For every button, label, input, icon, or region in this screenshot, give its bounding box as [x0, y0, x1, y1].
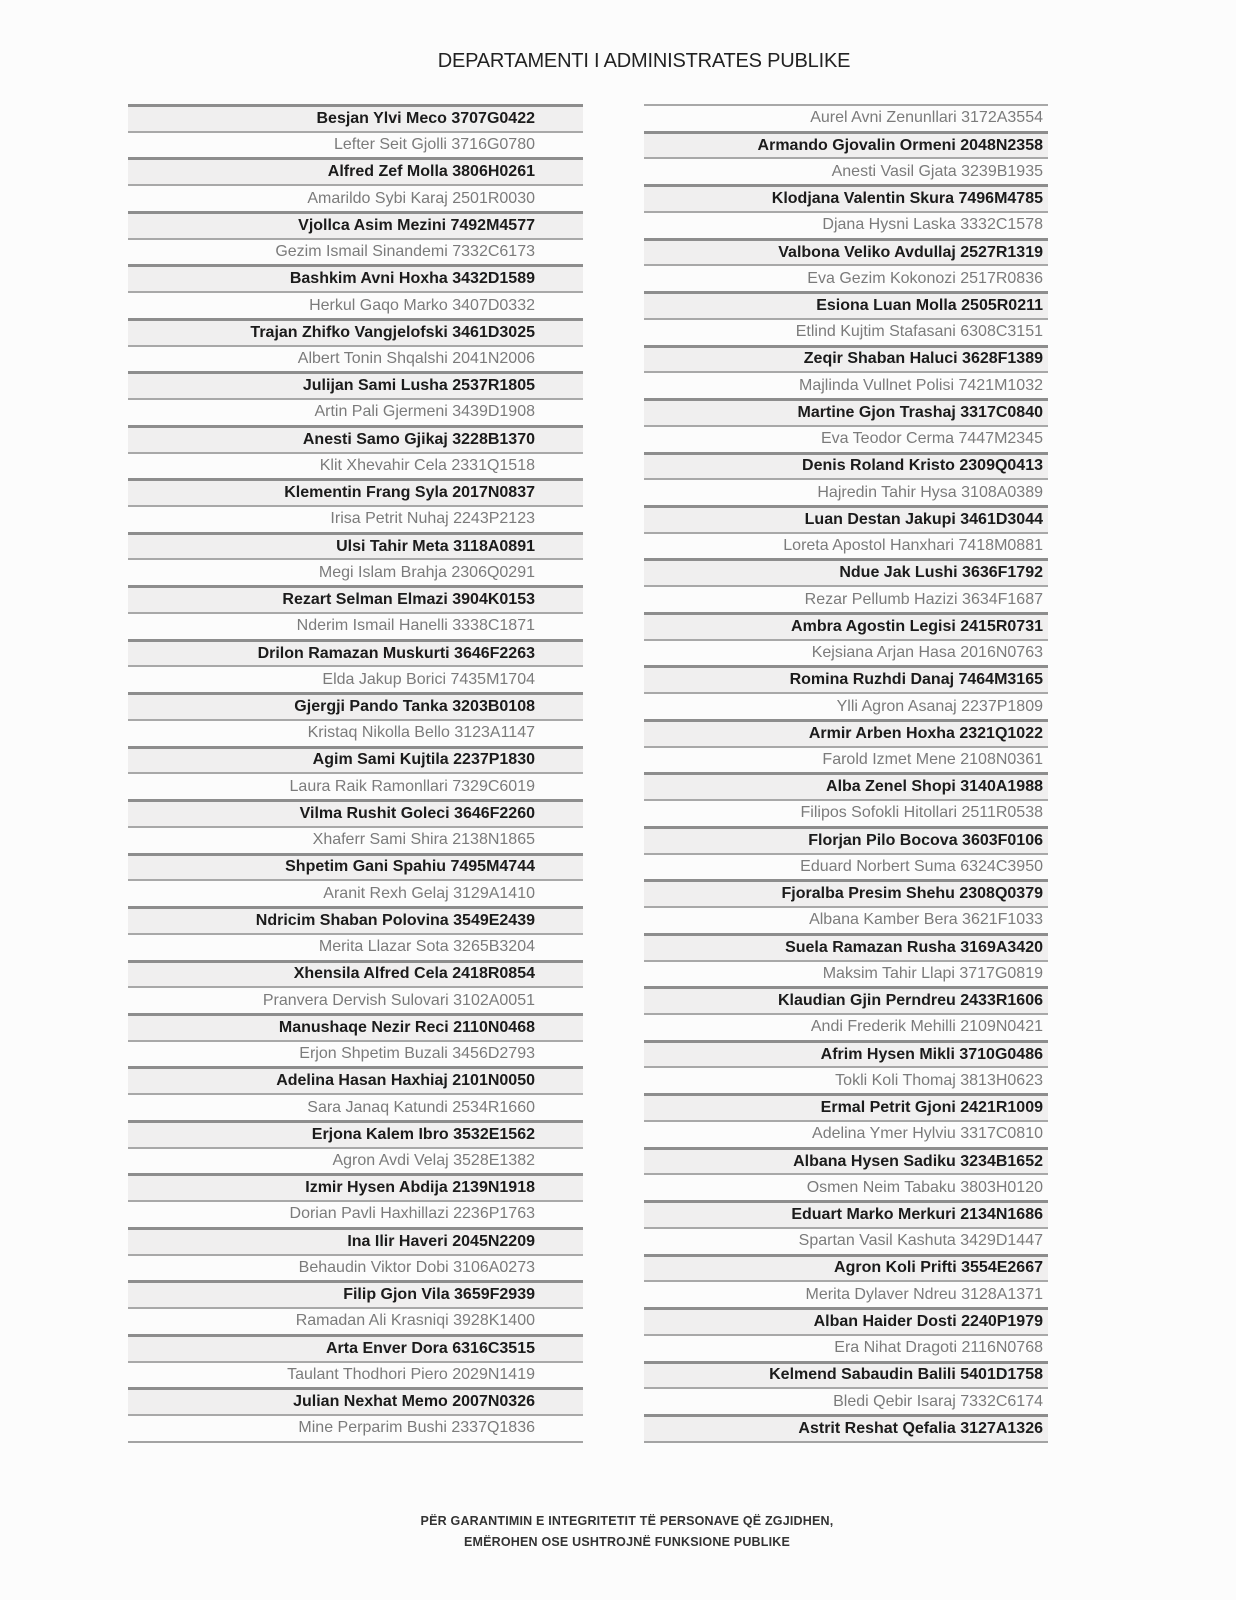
list-item: Luan Destan Jakupi 3461D3044	[644, 505, 1048, 532]
list-item: Mine Perparim Bushi 2337Q1836	[128, 1414, 583, 1441]
list-item: Izmir Hysen Abdija 2139N1918	[128, 1173, 583, 1200]
list-item: Ylli Agron Asanaj 2237P1809	[644, 692, 1048, 719]
list-item: Esiona Luan Molla 2505R0211	[644, 291, 1048, 318]
list-item: Besjan Ylvi Meco 3707G0422	[128, 104, 583, 131]
list-item: Loreta Apostol Hanxhari 7418M0881	[644, 532, 1048, 559]
list-item: Elda Jakup Borici 7435M1704	[128, 665, 583, 692]
list-item: Valbona Veliko Avdullaj 2527R1319	[644, 238, 1048, 265]
list-item: Astrit Reshat Qefalia 3127A1326	[644, 1414, 1048, 1441]
list-item: Hajredin Tahir Hysa 3108A0389	[644, 478, 1048, 505]
list-item: Rezar Pellumb Hazizi 3634F1687	[644, 585, 1048, 612]
list-item: Maksim Tahir Llapi 3717G0819	[644, 960, 1048, 987]
list-item: Spartan Vasil Kashuta 3429D1447	[644, 1227, 1048, 1254]
list-item: Ulsi Tahir Meta 3118A0891	[128, 532, 583, 559]
list-item: Armir Arben Hoxha 2321Q1022	[644, 719, 1048, 746]
list-item: Amarildo Sybi Karaj 2501R0030	[128, 184, 583, 211]
list-item: Martine Gjon Trashaj 3317C0840	[644, 398, 1048, 425]
list-item: Agim Sami Kujtila 2237P1830	[128, 746, 583, 773]
list-item: Zeqir Shaban Haluci 3628F1389	[644, 345, 1048, 372]
footer-line-1: PËR GARANTIMIN E INTEGRITETIT TË PERSONAVE QË ZGJIDHEN,	[420, 1514, 834, 1528]
list-item: Merita Llazar Sota 3265B3204	[128, 933, 583, 960]
list-item: Arta Enver Dora 6316C3515	[128, 1334, 583, 1361]
list-item: Erjon Shpetim Buzali 3456D2793	[128, 1040, 583, 1067]
list-item: Albana Kamber Bera 3621F1033	[644, 906, 1048, 933]
list-item: Xhaferr Sami Shira 2138N1865	[128, 826, 583, 853]
list-item: Sara Janaq Katundi 2534R1660	[128, 1093, 583, 1120]
list-item: Manushaqe Nezir Reci 2110N0468	[128, 1013, 583, 1040]
list-item: Tokli Koli Thomaj 3813H0623	[644, 1066, 1048, 1093]
list-item: Filip Gjon Vila 3659F2939	[128, 1280, 583, 1307]
list-item: Suela Ramazan Rusha 3169A3420	[644, 933, 1048, 960]
list-item: Era Nihat Dragoti 2116N0768	[644, 1334, 1048, 1361]
list-item: Ambra Agostin Legisi 2415R0731	[644, 612, 1048, 639]
list-item: Anesti Samo Gjikaj 3228B1370	[128, 425, 583, 452]
list-item: Shpetim Gani Spahiu 7495M4744	[128, 853, 583, 880]
list-item: Gjergji Pando Tanka 3203B0108	[128, 692, 583, 719]
list-item: Albana Hysen Sadiku 3234B1652	[644, 1147, 1048, 1174]
list-item: Eduard Norbert Suma 6324C3950	[644, 853, 1048, 880]
list-item: Nderim Ismail Hanelli 3338C1871	[128, 612, 583, 639]
list-item: Aranit Rexh Gelaj 3129A1410	[128, 879, 583, 906]
list-item: Bashkim Avni Hoxha 3432D1589	[128, 264, 583, 291]
list-item: Ermal Petrit Gjoni 2421R1009	[644, 1093, 1048, 1120]
list-item: Taulant Thodhori Piero 2029N1419	[128, 1361, 583, 1388]
list-item: Djana Hysni Laska 3332C1578	[644, 211, 1048, 238]
list-item: Filipos Sofokli Hitollari 2511R0538	[644, 799, 1048, 826]
list-item: Vjollca Asim Mezini 7492M4577	[128, 211, 583, 238]
list-item: Klit Xhevahir Cela 2331Q1518	[128, 452, 583, 479]
page-title: DEPARTAMENTI I ADMINISTRATES PUBLIKE	[437, 50, 851, 72]
list-item: Laura Raik Ramonllari 7329C6019	[128, 772, 583, 799]
list-item: Klementin Frang Syla 2017N0837	[128, 478, 583, 505]
list-item: Majlinda Vullnet Polisi 7421M1032	[644, 371, 1048, 398]
list-item: Alba Zenel Shopi 3140A1988	[644, 772, 1048, 799]
page-footer	[0, 1511, 1236, 1553]
list-item: Adelina Hasan Haxhiaj 2101N0050	[128, 1066, 583, 1093]
list-item: Julian Nexhat Memo 2007N0326	[128, 1387, 583, 1414]
name-list-columns	[128, 104, 1048, 1443]
list-item: Osmen Neim Tabaku 3803H0120	[644, 1173, 1048, 1200]
list-item: Drilon Ramazan Muskurti 3646F2263	[128, 639, 583, 666]
list-item: Adelina Ymer Hylviu 3317C0810	[644, 1120, 1048, 1147]
list-item: Andi Frederik Mehilli 2109N0421	[644, 1013, 1048, 1040]
list-item: Ina Ilir Haveri 2045N2209	[128, 1227, 583, 1254]
list-item: Bledi Qebir Isaraj 7332C6174	[644, 1387, 1048, 1414]
list-item: Fjoralba Presim Shehu 2308Q0379	[644, 879, 1048, 906]
list-item: Romina Ruzhdi Danaj 7464M3165	[644, 665, 1048, 692]
list-item: Pranvera Dervish Sulovari 3102A0051	[128, 986, 583, 1013]
list-item: Farold Izmet Mene 2108N0361	[644, 746, 1048, 773]
list-item: Kejsiana Arjan Hasa 2016N0763	[644, 639, 1048, 666]
footer-line-2: EMËROHEN OSE USHTROJNË FUNKSIONE PUBLIKE	[463, 1535, 791, 1549]
list-item: Lefter Seit Gjolli 3716G0780	[128, 131, 583, 158]
list-item: Denis Roland Kristo 2309Q0413	[644, 452, 1048, 479]
list-item: Alban Haider Dosti 2240P1979	[644, 1307, 1048, 1334]
list-item: Anesti Vasil Gjata 3239B1935	[644, 157, 1048, 184]
list-item: Alfred Zef Molla 3806H0261	[128, 157, 583, 184]
list-item: Aurel Avni Zenunllari 3172A3554	[644, 104, 1048, 131]
list-item: Albert Tonin Shqalshi 2041N2006	[128, 345, 583, 372]
list-item: Kristaq Nikolla Bello 3123A1147	[128, 719, 583, 746]
list-item: Xhensila Alfred Cela 2418R0854	[128, 960, 583, 987]
list-item: Irisa Petrit Nuhaj 2243P2123	[128, 505, 583, 532]
list-item: Vilma Rushit Goleci 3646F2260	[128, 799, 583, 826]
name-list-column-left	[128, 104, 583, 1443]
list-item: Julijan Sami Lusha 2537R1805	[128, 371, 583, 398]
name-list-column-right	[644, 104, 1048, 1443]
list-item: Ndricim Shaban Polovina 3549E2439	[128, 906, 583, 933]
list-item: Florjan Pilo Bocova 3603F0106	[644, 826, 1048, 853]
list-item: Eva Gezim Kokonozi 2517R0836	[644, 264, 1048, 291]
list-item: Etlind Kujtim Stafasani 6308C3151	[644, 318, 1048, 345]
list-item: Agron Avdi Velaj 3528E1382	[128, 1147, 583, 1174]
list-item: Eva Teodor Cerma 7447M2345	[644, 425, 1048, 452]
list-item: Dorian Pavli Haxhillazi 2236P1763	[128, 1200, 583, 1227]
list-item: Erjona Kalem Ibro 3532E1562	[128, 1120, 583, 1147]
list-item: Klodjana Valentin Skura 7496M4785	[644, 184, 1048, 211]
list-item: Merita Dylaver Ndreu 3128A1371	[644, 1280, 1048, 1307]
list-item: Afrim Hysen Mikli 3710G0486	[644, 1040, 1048, 1067]
list-item: Behaudin Viktor Dobi 3106A0273	[128, 1254, 583, 1281]
list-item: Kelmend Sabaudin Balili 5401D1758	[644, 1361, 1048, 1388]
list-item: Herkul Gaqo Marko 3407D0332	[128, 291, 583, 318]
list-item: Artin Pali Gjermeni 3439D1908	[128, 398, 583, 425]
list-item: Agron Koli Prifti 3554E2667	[644, 1254, 1048, 1281]
list-item: Rezart Selman Elmazi 3904K0153	[128, 585, 583, 612]
list-item: Klaudian Gjin Perndreu 2433R1606	[644, 986, 1048, 1013]
list-item: Gezim Ismail Sinandemi 7332C6173	[128, 238, 583, 265]
list-item: Ndue Jak Lushi 3636F1792	[644, 558, 1048, 585]
list-item: Megi Islam Brahja 2306Q0291	[128, 558, 583, 585]
list-item: Armando Gjovalin Ormeni 2048N2358	[644, 131, 1048, 158]
list-item: Ramadan Ali Krasniqi 3928K1400	[128, 1307, 583, 1334]
list-item: Trajan Zhifko Vangjelofski 3461D3025	[128, 318, 583, 345]
list-item: Eduart Marko Merkuri 2134N1686	[644, 1200, 1048, 1227]
